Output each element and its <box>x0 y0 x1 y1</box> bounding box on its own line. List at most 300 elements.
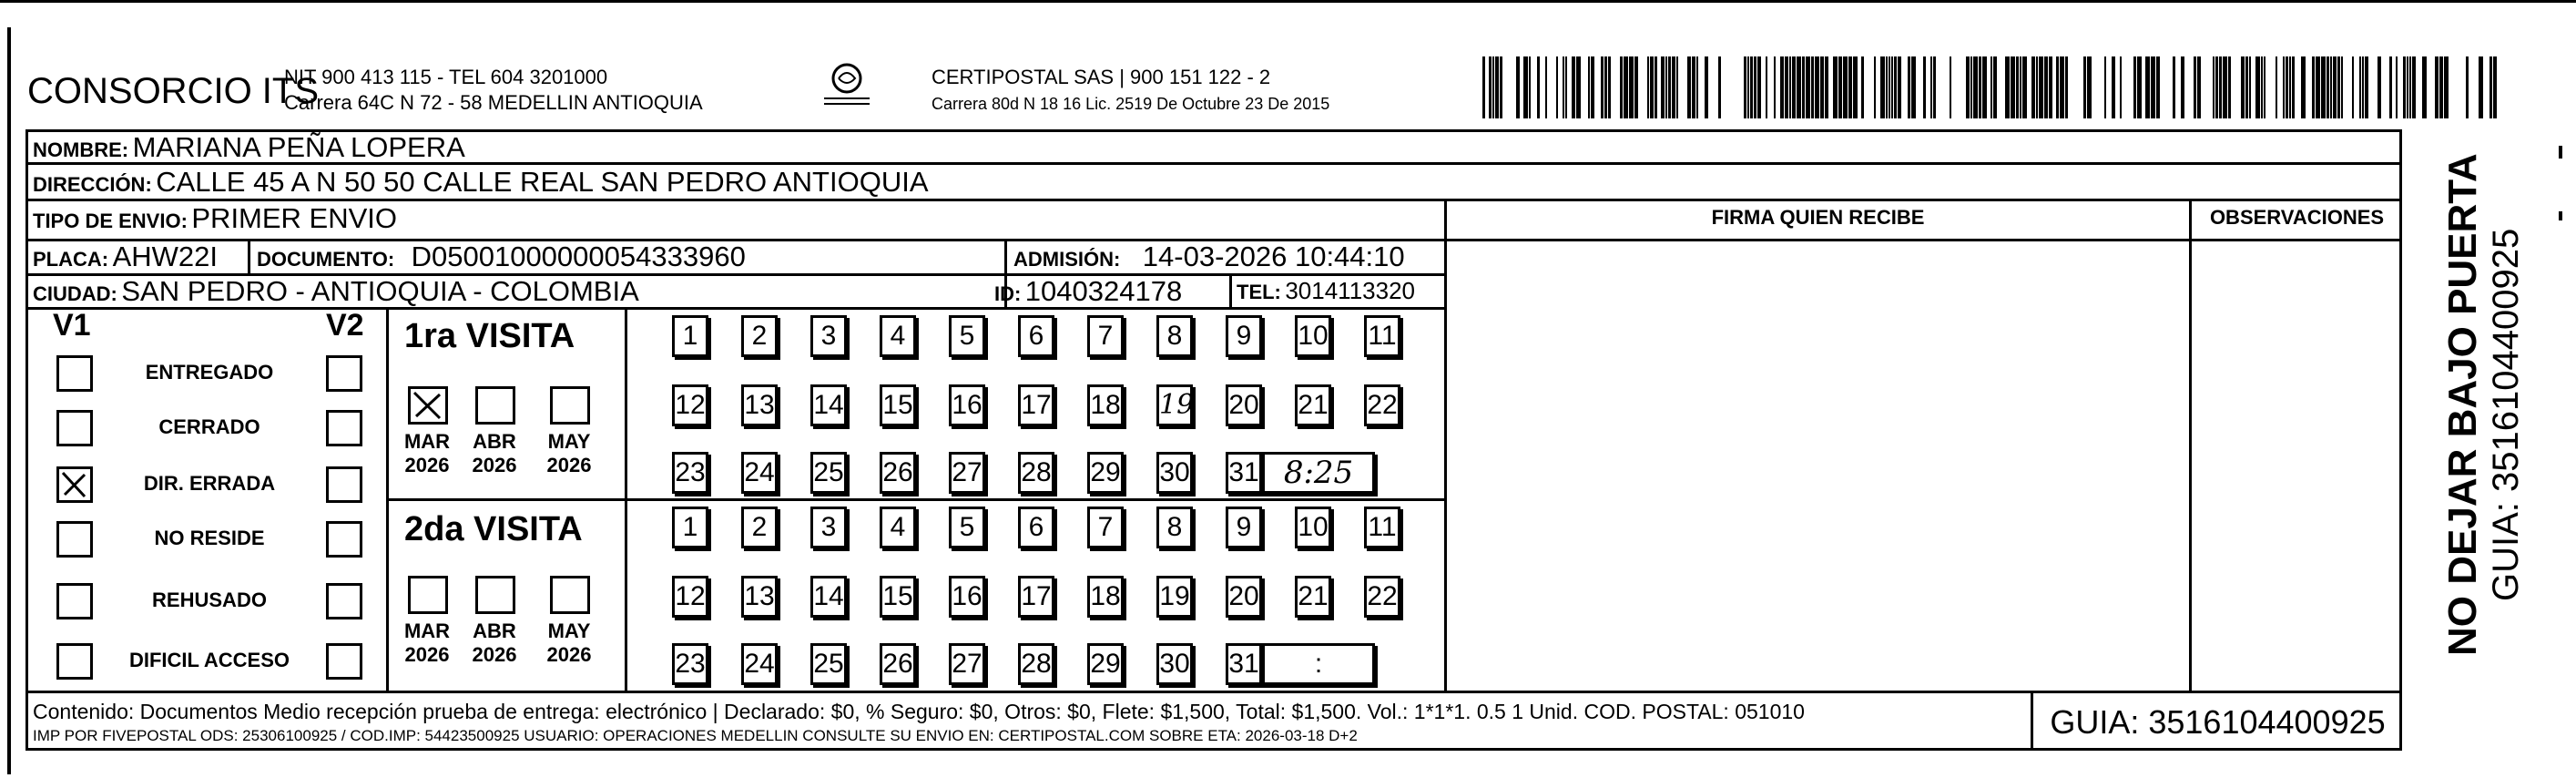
visit-divider <box>386 498 1444 501</box>
day-number: 9 <box>1236 512 1252 542</box>
barcode-bar <box>1523 56 1528 118</box>
barcode-bar <box>1495 56 1499 118</box>
day-number: 19 <box>1159 581 1190 611</box>
barcode-bar <box>1754 56 1756 118</box>
day-box[interactable] <box>949 452 985 494</box>
day-number: 24 <box>744 457 775 487</box>
day-number: 22 <box>1367 390 1398 420</box>
barcode-bar <box>2466 56 2469 118</box>
barcode-bar <box>1993 56 1997 118</box>
v1-checkbox[interactable] <box>56 521 93 558</box>
day-number: 4 <box>890 512 906 542</box>
day-box[interactable] <box>1364 507 1400 548</box>
day-box[interactable] <box>672 315 708 357</box>
day-box[interactable] <box>672 576 708 618</box>
day-box[interactable] <box>949 643 985 685</box>
barcode-bar <box>2362 56 2364 118</box>
month-checkbox[interactable] <box>550 386 590 425</box>
first-visit-time[interactable] <box>1262 452 1375 494</box>
barcode-bar <box>1880 56 1885 118</box>
barcode-bar <box>2049 56 2052 118</box>
barcode-bar <box>1780 56 1784 118</box>
barcode-bar <box>1500 56 1502 118</box>
documento-field <box>257 241 746 273</box>
day-number: 18 <box>1090 581 1121 611</box>
month-checkbox[interactable] <box>408 576 448 614</box>
v2-label: V2 <box>326 308 364 343</box>
barcode-bar <box>1825 56 1828 118</box>
day-box[interactable] <box>880 315 916 357</box>
side-guia: GUIA: 3516104400925 <box>2486 228 2526 601</box>
barcode-bar <box>1537 56 1540 118</box>
top-border-line <box>0 0 2576 3</box>
barcode-bar <box>1973 56 1978 118</box>
day-box[interactable] <box>1295 384 1331 426</box>
barcode-bar <box>2337 56 2340 118</box>
v1-checkbox[interactable] <box>56 466 93 503</box>
month-year: 2026 <box>404 454 450 476</box>
barcode-bar <box>2031 56 2035 118</box>
day-box[interactable] <box>949 507 985 548</box>
barcode-bar <box>1785 56 1788 118</box>
day-box[interactable] <box>1018 384 1054 426</box>
day-box[interactable] <box>1087 384 1124 426</box>
barcode-bar <box>2016 56 2019 118</box>
day-box[interactable] <box>1226 452 1262 494</box>
day-box[interactable] <box>1018 507 1054 548</box>
day-box[interactable] <box>1295 507 1331 548</box>
month-checkbox[interactable] <box>475 386 515 425</box>
barcode-bar <box>2173 56 2175 118</box>
day-box[interactable] <box>741 452 778 494</box>
barcode-bar <box>1624 56 1628 118</box>
status-label: DIR. ERRADA <box>143 472 276 495</box>
day-number: 29 <box>1090 649 1121 679</box>
barcode-bar <box>2352 56 2354 118</box>
day-number: 11 <box>1368 512 1397 542</box>
month-label <box>463 619 526 667</box>
day-box[interactable] <box>880 643 916 685</box>
barcode-bar <box>1898 56 1901 118</box>
check-mark-icon <box>59 469 90 500</box>
barcode-bar <box>1811 56 1814 118</box>
barcode-bar <box>2194 56 2196 118</box>
barcode-bar <box>2283 56 2285 118</box>
day-box[interactable] <box>810 507 847 548</box>
barcode-bar <box>1843 56 1848 118</box>
day-box[interactable] <box>810 576 847 618</box>
admision-field <box>1013 241 1405 273</box>
status-label: DIFICIL ACCESO <box>128 649 290 671</box>
day-number: 27 <box>952 457 983 487</box>
barcode-bar <box>1950 56 1951 118</box>
day-number: 26 <box>882 649 913 679</box>
barcode-bar <box>2422 56 2427 118</box>
month-label <box>463 430 526 477</box>
barcode-bar <box>1482 56 1485 118</box>
day-number: 17 <box>1021 390 1052 420</box>
barcode-bar <box>2056 56 2059 118</box>
day-number: 12 <box>675 390 706 420</box>
company-name: CONSORCIO ITS <box>27 71 320 111</box>
v1-checkbox[interactable] <box>56 583 93 619</box>
day-number: 16 <box>952 581 983 611</box>
day-box[interactable] <box>949 315 985 357</box>
row-line <box>25 199 2402 201</box>
day-number: 21 <box>1298 390 1329 420</box>
barcode-bar <box>2223 56 2227 118</box>
barcode-bar <box>2219 56 2222 118</box>
day-box[interactable] <box>1364 384 1400 426</box>
courier-name: CERTIPOSTAL SAS | 900 151 122 - 2 <box>932 66 1271 88</box>
day-box[interactable] <box>880 384 916 426</box>
barcode-bar <box>2137 56 2142 118</box>
v2-checkbox[interactable] <box>326 355 362 392</box>
month-checkbox[interactable] <box>408 386 448 425</box>
barcode-bar <box>2241 56 2245 118</box>
day-box[interactable] <box>672 507 708 548</box>
barcode-bar <box>2407 56 2408 118</box>
barcode-bar <box>1802 56 1805 118</box>
barcode-bar <box>2245 56 2248 118</box>
placa-label: PLACA: <box>33 248 109 271</box>
day-number: 3 <box>820 321 837 351</box>
month-name: ABR <box>473 430 516 453</box>
barcode-bar <box>2261 56 2263 118</box>
v1-checkbox[interactable] <box>56 643 93 680</box>
day-number: 20 <box>1228 390 1259 420</box>
barcode-bar <box>1516 56 1520 118</box>
v2-checkbox[interactable] <box>326 643 362 680</box>
barcode-bar <box>1655 56 1657 118</box>
tel-field <box>1237 277 1415 305</box>
id-value: 1040324178 <box>1024 275 1183 307</box>
cell-divider <box>1229 273 1232 307</box>
day-number: 27 <box>952 649 983 679</box>
barcode-bar <box>1970 56 1972 118</box>
check-mark-icon <box>411 389 445 422</box>
barcode-bar <box>2389 56 2392 118</box>
ciudad-value: SAN PEDRO - ANTIOQUIA - COLOMBIA <box>121 275 639 307</box>
admision-label: ADMISIÓN: <box>1013 248 1121 271</box>
observaciones-divider <box>2189 199 2192 691</box>
tipo-field <box>33 202 397 235</box>
barcode-bar <box>2065 56 2068 118</box>
tipo-value: PRIMER ENVIO <box>191 202 398 234</box>
day-box[interactable] <box>1018 315 1054 357</box>
barcode-bar <box>2289 56 2291 118</box>
barcode-bar <box>1545 56 1547 118</box>
barcode-bar <box>2412 56 2416 118</box>
barcode-bar <box>2264 56 2265 118</box>
day-number: 13 <box>744 390 775 420</box>
barcode-bar <box>2312 56 2315 118</box>
month-checkbox[interactable] <box>475 576 515 614</box>
barcode-bar <box>2005 56 2010 118</box>
day-box[interactable] <box>1156 576 1193 618</box>
barcode-bar <box>1911 56 1916 118</box>
barcode-bar <box>1687 56 1691 118</box>
barcode-bar <box>2327 56 2329 118</box>
barcode-bar <box>2060 56 2064 118</box>
day-number: 1 <box>682 321 698 351</box>
left-edge-line <box>7 27 11 774</box>
day-box[interactable] <box>1156 643 1193 685</box>
barcode-bar <box>2197 56 2201 118</box>
barcode-bar <box>1889 56 1890 118</box>
footer-guia: GUIA: 3516104400925 <box>2050 703 2386 741</box>
second-visit-time[interactable] <box>1262 643 1375 685</box>
barcode-bar <box>2435 56 2439 118</box>
certipostal-logo-icon <box>815 60 879 111</box>
nombre-field <box>33 131 465 164</box>
month-name: MAY <box>547 430 591 453</box>
company-nit: NIT 900 413 115 - TEL 604 3201000 <box>284 66 608 88</box>
day-box[interactable] <box>810 452 847 494</box>
day-number: 13 <box>744 581 775 611</box>
barcode-bar <box>2292 56 2295 118</box>
barcode-bar <box>2479 56 2483 118</box>
second-visit-title: 2da VISITA <box>404 510 583 548</box>
footer-line-1: Contenido: Documentos Medio recepción prueba de entrega: electrónico | Declarado: $0, % Seguro: $0, Otros: $0, Flete: $1,500, Total: $1,500. Vol.: 1*1*1. 0.5 1 Unid. COD. POSTAL: 051010 <box>33 700 1805 723</box>
day-box[interactable] <box>741 576 778 618</box>
firma-header: FIRMA QUIEN RECIBE <box>1711 206 1925 229</box>
placa-value: AHW22I <box>112 241 218 272</box>
day-number: 25 <box>813 649 844 679</box>
day-box[interactable] <box>1087 507 1124 548</box>
barcode <box>1482 56 2502 118</box>
status-label: CERRADO <box>158 415 260 438</box>
day-box[interactable] <box>1156 315 1193 357</box>
day-number: 5 <box>959 321 975 351</box>
day-box[interactable] <box>741 384 778 426</box>
barcode-bar <box>2151 56 2155 118</box>
day-box[interactable] <box>1295 576 1331 618</box>
v2-checkbox[interactable] <box>326 583 362 619</box>
day-number: 4 <box>890 321 906 351</box>
row-line <box>25 691 2402 693</box>
barcode-bar <box>1647 56 1649 118</box>
day-box[interactable] <box>1087 576 1124 618</box>
day-number: 18 <box>1090 390 1121 420</box>
documento-value: D05001000000054333960 <box>411 241 746 272</box>
day-number: 29 <box>1090 457 1121 487</box>
month-name: MAY <box>547 619 591 642</box>
barcode-bar <box>1792 56 1796 118</box>
day-number: 14 <box>813 581 844 611</box>
barcode-bar <box>2145 56 2150 118</box>
barcode-bar <box>2365 56 2368 118</box>
barcode-bar <box>2377 56 2381 118</box>
day-box[interactable] <box>1087 452 1124 494</box>
edge-mark <box>2559 211 2562 220</box>
day-number: 7 <box>1097 321 1114 351</box>
barcode-bar <box>1565 56 1567 118</box>
day-box[interactable] <box>949 576 985 618</box>
documento-label: DOCUMENTO: <box>257 248 395 271</box>
month-year: 2026 <box>546 454 592 476</box>
barcode-bar <box>2489 56 2492 118</box>
day-number: 16 <box>952 390 983 420</box>
barcode-bar <box>1930 56 1932 118</box>
barcode-bar <box>1991 56 1992 118</box>
barcode-bar <box>1718 56 1721 118</box>
barcode-bar <box>1604 56 1607 118</box>
day-number: 15 <box>882 390 913 420</box>
month-checkbox[interactable] <box>550 576 590 614</box>
barcode-bar <box>2330 56 2332 118</box>
v2-checkbox[interactable] <box>326 466 362 503</box>
day-box[interactable] <box>880 576 916 618</box>
day-box[interactable] <box>1364 576 1400 618</box>
month-year: 2026 <box>472 643 517 666</box>
barcode-bar <box>2255 56 2260 118</box>
month-name: MAR <box>403 619 451 642</box>
day-number: 1 <box>682 512 698 542</box>
v1-checkbox[interactable] <box>56 410 93 446</box>
day-box[interactable] <box>880 507 916 548</box>
month-year: 2026 <box>546 643 592 666</box>
barcode-bar <box>1692 56 1695 118</box>
day-box[interactable] <box>1156 507 1193 548</box>
barcode-bar <box>2156 56 2160 118</box>
day-box[interactable] <box>810 643 847 685</box>
certipostal-logo <box>815 60 879 111</box>
day-box[interactable] <box>1018 643 1054 685</box>
day-box[interactable] <box>1087 315 1124 357</box>
barcode-bar <box>1894 56 1897 118</box>
placa-field <box>33 241 218 273</box>
courier-address: Carrera 80d N 18 16 Lic. 2519 De Octubre 23 De 2015 <box>932 95 1330 113</box>
day-number: 19 <box>1159 389 1195 421</box>
day-number: 6 <box>1028 321 1044 351</box>
barcode-bar <box>2341 56 2343 118</box>
barcode-bar <box>2087 56 2092 118</box>
v1-label: V1 <box>53 308 91 343</box>
day-box[interactable] <box>672 643 708 685</box>
day-number: 3 <box>820 512 837 542</box>
barcode-bar <box>2215 56 2218 118</box>
day-box[interactable] <box>1226 643 1262 685</box>
time-value: 8:25 <box>1283 455 1354 491</box>
day-box[interactable] <box>1018 452 1054 494</box>
day-number: 22 <box>1367 581 1398 611</box>
day-number: 2 <box>751 512 768 542</box>
day-box[interactable] <box>741 315 778 357</box>
barcode-bar <box>2409 56 2411 118</box>
day-box[interactable] <box>1156 384 1193 426</box>
barcode-bar <box>1661 56 1665 118</box>
day-number: 9 <box>1236 321 1252 351</box>
barcode-bar <box>1815 56 1819 118</box>
admision-value: 14-03-2026 10:44:10 <box>1142 241 1405 272</box>
day-number: 30 <box>1159 649 1190 679</box>
day-box[interactable] <box>810 384 847 426</box>
barcode-bar <box>2036 56 2038 118</box>
barcode-bar <box>1966 56 1970 118</box>
day-box[interactable] <box>1364 315 1400 357</box>
cell-divider <box>248 239 250 273</box>
barcode-bar <box>1908 56 1910 118</box>
barcode-bar <box>1891 56 1893 118</box>
footer-line-2: IMP POR FIVEPOSTAL ODS: 25306100925 / COD.IMP: 54423500925 USUARIO: OPERACIONES MEDELLIN CONSULTE SU ENVIO EN: CERTIPOSTAL.COM SOBRE ETA: 2026-03-18 D+2 <box>33 727 1358 744</box>
v1-checkbox[interactable] <box>56 355 93 392</box>
day-number: 7 <box>1097 512 1114 542</box>
month-name: MAR <box>403 430 451 453</box>
v2-checkbox[interactable] <box>326 410 362 446</box>
barcode-bar <box>1861 56 1864 118</box>
barcode-bar <box>1923 56 1926 118</box>
day-box[interactable] <box>1226 384 1262 426</box>
barcode-bar <box>1608 56 1611 118</box>
barcode-bar <box>1874 56 1876 118</box>
side-warning: NO DEJAR BAJO PUERTA <box>2440 153 2485 656</box>
id-label: ID: <box>994 282 1022 305</box>
barcode-bar <box>2493 56 2497 118</box>
barcode-bar <box>2321 56 2326 118</box>
day-box[interactable] <box>1226 507 1262 548</box>
barcode-bar <box>2301 56 2306 118</box>
day-box[interactable] <box>1087 643 1124 685</box>
barcode-bar <box>1563 56 1564 118</box>
day-box[interactable] <box>810 315 847 357</box>
v2-checkbox[interactable] <box>326 521 362 558</box>
barcode-bar <box>2403 56 2406 118</box>
barcode-bar <box>1848 56 1852 118</box>
day-box[interactable] <box>672 452 708 494</box>
day-number: 14 <box>813 390 844 420</box>
day-number: 31 <box>1228 649 1259 679</box>
day-number: 6 <box>1028 512 1044 542</box>
day-box[interactable] <box>672 384 708 426</box>
barcode-bar <box>1979 56 1981 118</box>
day-box[interactable] <box>741 643 778 685</box>
nombre-value: MARIANA PEÑA LOPERA <box>132 131 465 163</box>
day-box[interactable] <box>741 507 778 548</box>
barcode-bar <box>1672 56 1675 118</box>
day-box[interactable] <box>949 384 985 426</box>
barcode-bar <box>1982 56 1987 118</box>
barcode-bar <box>1744 56 1746 118</box>
barcode-bar <box>1833 56 1838 118</box>
month-label <box>537 430 601 477</box>
barcode-bar <box>2083 56 2086 118</box>
day-box[interactable] <box>1226 576 1262 618</box>
barcode-bar <box>2333 56 2337 118</box>
barcode-bar <box>1588 56 1590 118</box>
barcode-bar <box>2249 56 2251 118</box>
day-box[interactable] <box>1018 576 1054 618</box>
day-number: 17 <box>1021 581 1052 611</box>
month-label <box>395 430 459 477</box>
day-number: 10 <box>1298 512 1329 542</box>
barcode-bar <box>2396 56 2398 118</box>
day-box[interactable] <box>1156 452 1193 494</box>
tel-label: TEL: <box>1237 281 1281 303</box>
barcode-bar <box>2276 56 2277 118</box>
barcode-bar <box>1601 56 1604 118</box>
ciudad-field <box>33 275 639 308</box>
first-visit-title: 1ra VISITA <box>404 317 575 355</box>
barcode-bar <box>1629 56 1634 118</box>
day-number: 28 <box>1021 649 1052 679</box>
day-box[interactable] <box>1226 315 1262 357</box>
company-address: Carrera 64C N 72 - 58 MEDELLIN ANTIOQUIA <box>284 91 703 114</box>
day-box[interactable] <box>880 452 916 494</box>
barcode-bar <box>1572 56 1575 118</box>
signature-divider <box>1444 199 1447 691</box>
day-box[interactable] <box>1295 315 1331 357</box>
